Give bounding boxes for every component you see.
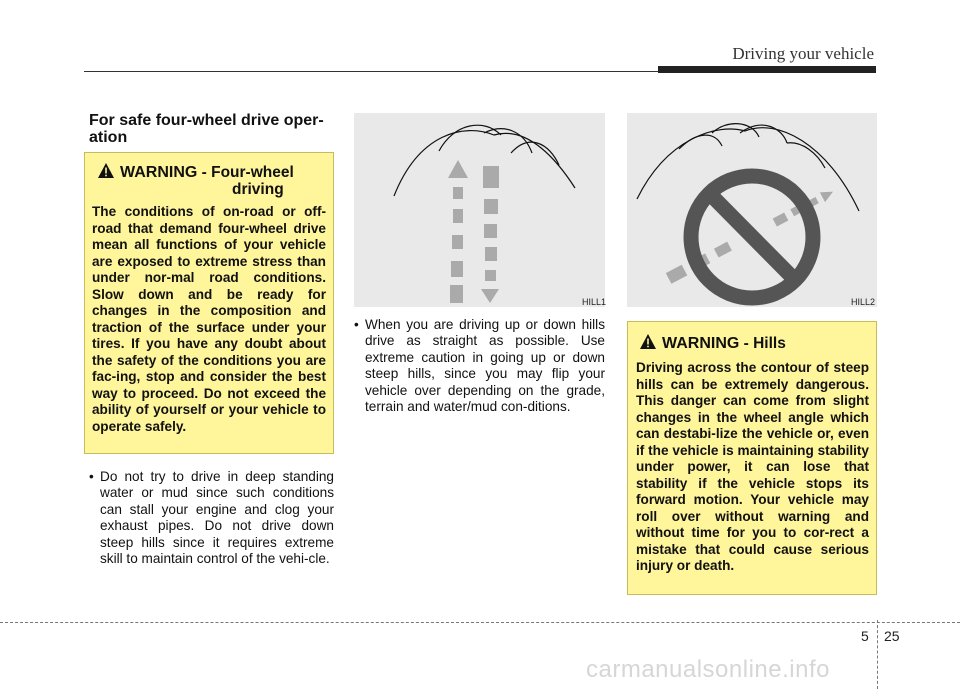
hill1-illustration <box>354 113 605 307</box>
warning-body: Driving across the contour of steep hills can be extremely dangerous. This danger can come from slight changes in the wheel angle which can destabi-lize the vehicle or, even if the vehicle is maintaining stability under power, it can lose that stability if the vehicle stops its forward motion. Your vehicle may roll over without warning and without time for you to cor-rect a mistake that could cause serious injury or death. <box>636 360 869 573</box>
warning-body: The conditions of on-road or off-road that demand four-wheel drive mean all functions of your vehicle are exposed to extreme stress than under nor-mal road conditions. Slow down and be ready for changes in the composition and traction of the surface under your tires. If you have any doubt about the safety of the conditions you are fac-ing, stop and consider the best way to proceed. Do not exceed the ability of yourself or your vehicle to operate safely. <box>92 204 326 434</box>
bullet-deep-water <box>89 469 334 567</box>
page-number-divider <box>877 620 878 689</box>
warning-title <box>636 334 869 352</box>
warning-box-four-wheel <box>84 152 334 454</box>
hill2-illustration <box>627 113 877 307</box>
page-number: 25 <box>884 628 900 644</box>
footer-rule <box>0 622 960 623</box>
warning-triangle-icon <box>640 334 656 349</box>
warning-box-hills <box>627 321 877 595</box>
bullet-hills <box>354 317 605 415</box>
figure-label-hill1: HILL1 <box>582 297 607 307</box>
chapter-number: 5 <box>861 628 869 644</box>
page-heading: For safe four-wheel drive oper-ation <box>89 112 324 146</box>
bullet-dot: • <box>354 317 359 332</box>
warning-subject: - Hills <box>739 335 786 352</box>
bullet-dot: • <box>89 469 94 484</box>
bullet-text: Do not try to drive in deep standing water or mud since such conditions can stall your engine and clog your exhaust pipes. Do not drive down steep hills since it requires extreme skill to maintain control of the vehi-cle. <box>100 469 334 567</box>
bullet-text: When you are driving up or down hills drive as straight as possible. Use extreme caution in going up or down steep hills, since you may flip your vehicle over depending on the grade, terrain and water/mud con-ditions. <box>365 317 605 415</box>
figure-label-hill2: HILL2 <box>851 297 876 307</box>
figure-hill2 <box>627 113 877 307</box>
header-rule-accent <box>658 66 876 73</box>
warning-triangle-icon <box>98 163 114 178</box>
section-title: Driving your vehicle <box>732 44 874 63</box>
warning-word: WARNING <box>662 335 740 352</box>
watermark: carmanualsonline.info <box>586 656 830 683</box>
warning-subject: - Four-wheel <box>197 164 294 181</box>
warning-word: WARNING <box>120 164 198 181</box>
header-rule <box>84 71 660 72</box>
figure-hill1 <box>354 113 605 307</box>
warning-title <box>92 163 326 198</box>
warning-subject-line2: driving <box>232 181 284 198</box>
